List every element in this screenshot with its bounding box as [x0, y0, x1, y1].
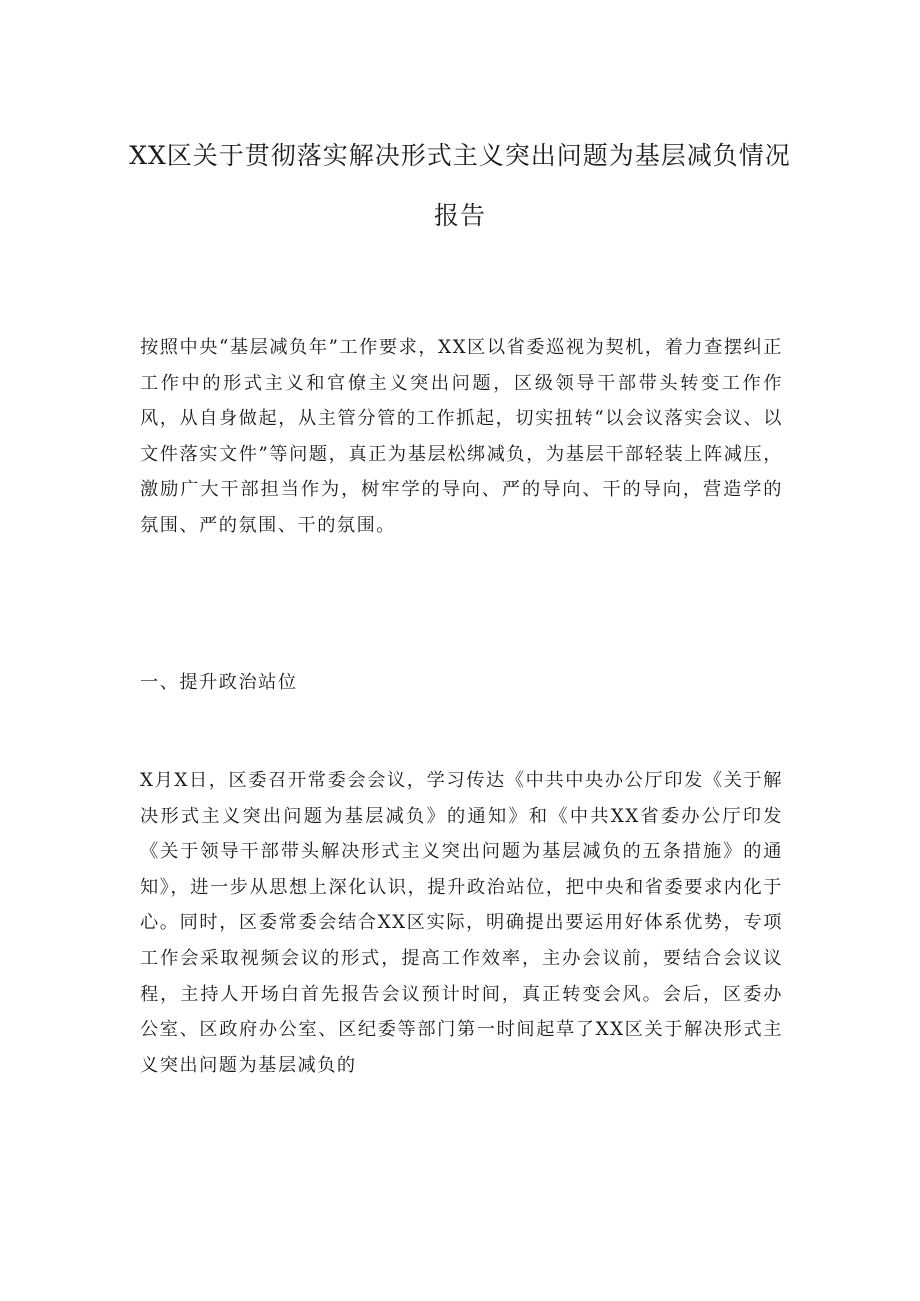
intro-paragraph: 按照中央“基层减负年”工作要求，XX区以省委巡视为契机，着力查摆纠正工作中的形式主义和官僚主义突出问题，区级领导干部带头转变工作作风，从自身做起，从主管分管的工作抓起，切实扭转“以会议落实会议、以文件落实文件”等问题，真正为基层松绑减负，为基层干部轻装上阵减压，激励广大干部担当作为，树牢学的导向、严的导向、干的导向，营造学的氛围、严的氛围、干的氛围。: [140, 337, 783, 536]
document-title-line2: 报告: [433, 201, 486, 230]
section-heading: 一、提升政治站位: [140, 672, 298, 693]
document-title-line1: XX区关于贯彻落实解决形式主义突出问题为基层减负情况: [129, 141, 791, 170]
section-paragraph: X月X日，区委召开常委会会议，学习传达《中共中央办公厅印发《关于解决形式主义突出问题为基层减负》的通知》和《中共XX省委办公厅印发《关于领导干部带头解决形式主义突出问题为基层减负的五条措施》的通知》，进一步从思想上深化认识，提升政治站位，把中央和省委要求内化于心。同时，区委常委会结合XX区实际，明确提出要运用好体系优势，专项工作会采取视频会议的形式，提高工作效率，主办会议前，要结合会议议程，主持人开场白首先报告会议预计时间，真正转变会风。会后，区委办公室、区政府办公室、区纪委等部门第一时间起草了XX区关于解决形式主义突出问题为基层减负的: [140, 770, 783, 1076]
